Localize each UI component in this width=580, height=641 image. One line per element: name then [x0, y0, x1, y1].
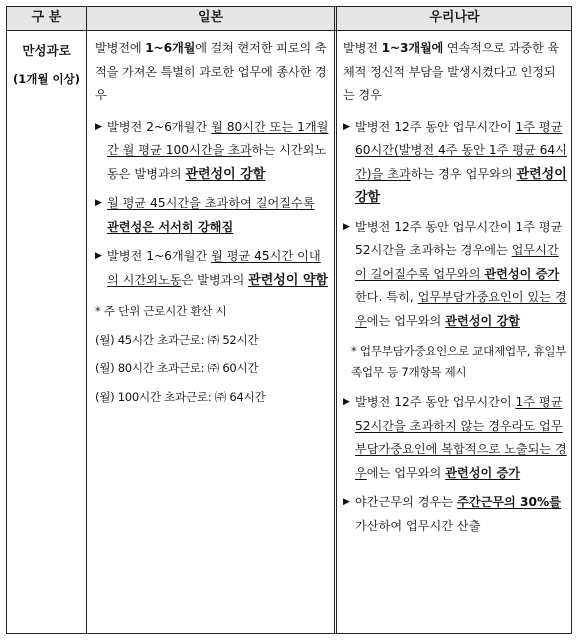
- japan-bullet-3: ▶ 발병전 1~6개월간 월 평균 45시간 이내의 시간외노동은 발병과의 관련성이 약함: [95, 245, 329, 292]
- japan-note-line: (월) 100시간 초과근로: ㈜ 64시간: [95, 389, 266, 404]
- japan-note: [95, 300, 329, 409]
- korea-bullet-4: ▶ 야간근무의 경우는 주간근무의 30%를 가산하여 업무시간 산출: [343, 491, 567, 538]
- japan-note-title: * 주 단위 근로시간 환산 시: [95, 304, 227, 318]
- header-korea: 우리나라: [429, 10, 480, 25]
- korea-note: * 업무부담가중요인으로 교대제업무, 휴일부족업무 등 7개항목 제시: [351, 344, 567, 379]
- category-cell: [7, 39, 86, 91]
- header-category: 구 분: [31, 10, 62, 25]
- japan-note-line: (월) 80시간 초과근로: ㈜ 60시간: [95, 361, 259, 375]
- korea-bullet-3: ▶ 발병전 12주 동안 업무시간이 1주 평균 52시간을 초과하지 않는 경우라도 업무부담가중요인에 복합적으로 노출되는 경우에는 업무와의 관련성이 증가: [343, 391, 567, 485]
- category-title: 만성과로: [22, 43, 71, 58]
- korea-cell: [343, 37, 567, 538]
- category-subtitle: (1개월 이상): [13, 72, 80, 86]
- bullet-triangle-icon: ▶: [343, 497, 350, 507]
- column-divider-double: [334, 7, 337, 633]
- bullet-triangle-icon: ▶: [95, 121, 102, 132]
- comparison-table: [6, 6, 572, 634]
- header-japan: 일본: [197, 10, 224, 25]
- bullet-triangle-icon: ▶: [95, 198, 102, 208]
- column-divider: [86, 7, 87, 633]
- korea-bullet-1: ▶ 발병전 12주 동안 업무시간이 1주 평균 60시간(발병전 4주 동안 1주 평균 64시간)을 초과하는 경우 업무와의 관련성이 강함: [343, 116, 567, 210]
- bullet-triangle-icon: ▶: [95, 251, 102, 261]
- japan-note-line: (월) 45시간 초과근로: ㈜ 52시간: [95, 332, 259, 347]
- japan-cell: [95, 37, 329, 409]
- bullet-triangle-icon: ▶: [343, 121, 350, 132]
- bullet-triangle-icon: ▶: [343, 397, 350, 407]
- bullet-triangle-icon: ▶: [343, 221, 350, 232]
- japan-bullet-2: ▶ 월 평균 45시간을 초과하여 길어질수록 관련성은 서서히 강해짐: [95, 192, 329, 239]
- korea-bullet-2: ▶ 발병전 12주 동안 업무시간이 1주 평균 52시간을 초과하는 경우에는 업무시간이 길어질수록 업무와의 관련성이 증가한다. 특히, 업무부담가중요인이 있는 경우에는 업무와의 관련성이 강함: [343, 216, 567, 334]
- korea-intro: 발병전 1~3개월에 연속적으로 과중한 육체적 정신적 부담을 발생시켰다고 인정되는 경우: [343, 41, 559, 102]
- japan-intro: 발병전에 1~6개월에 걸쳐 현저한 피로의 축적을 가져온 특별히 과로한 업무에 종사한 경우: [95, 41, 327, 102]
- japan-bullet-1: ▶ 발병전 2~6개월간 월 80시간 또는 1개월간 월 평균 100시간을 초과하는 시간외노동은 발병과의 관련성이 강함: [95, 116, 329, 187]
